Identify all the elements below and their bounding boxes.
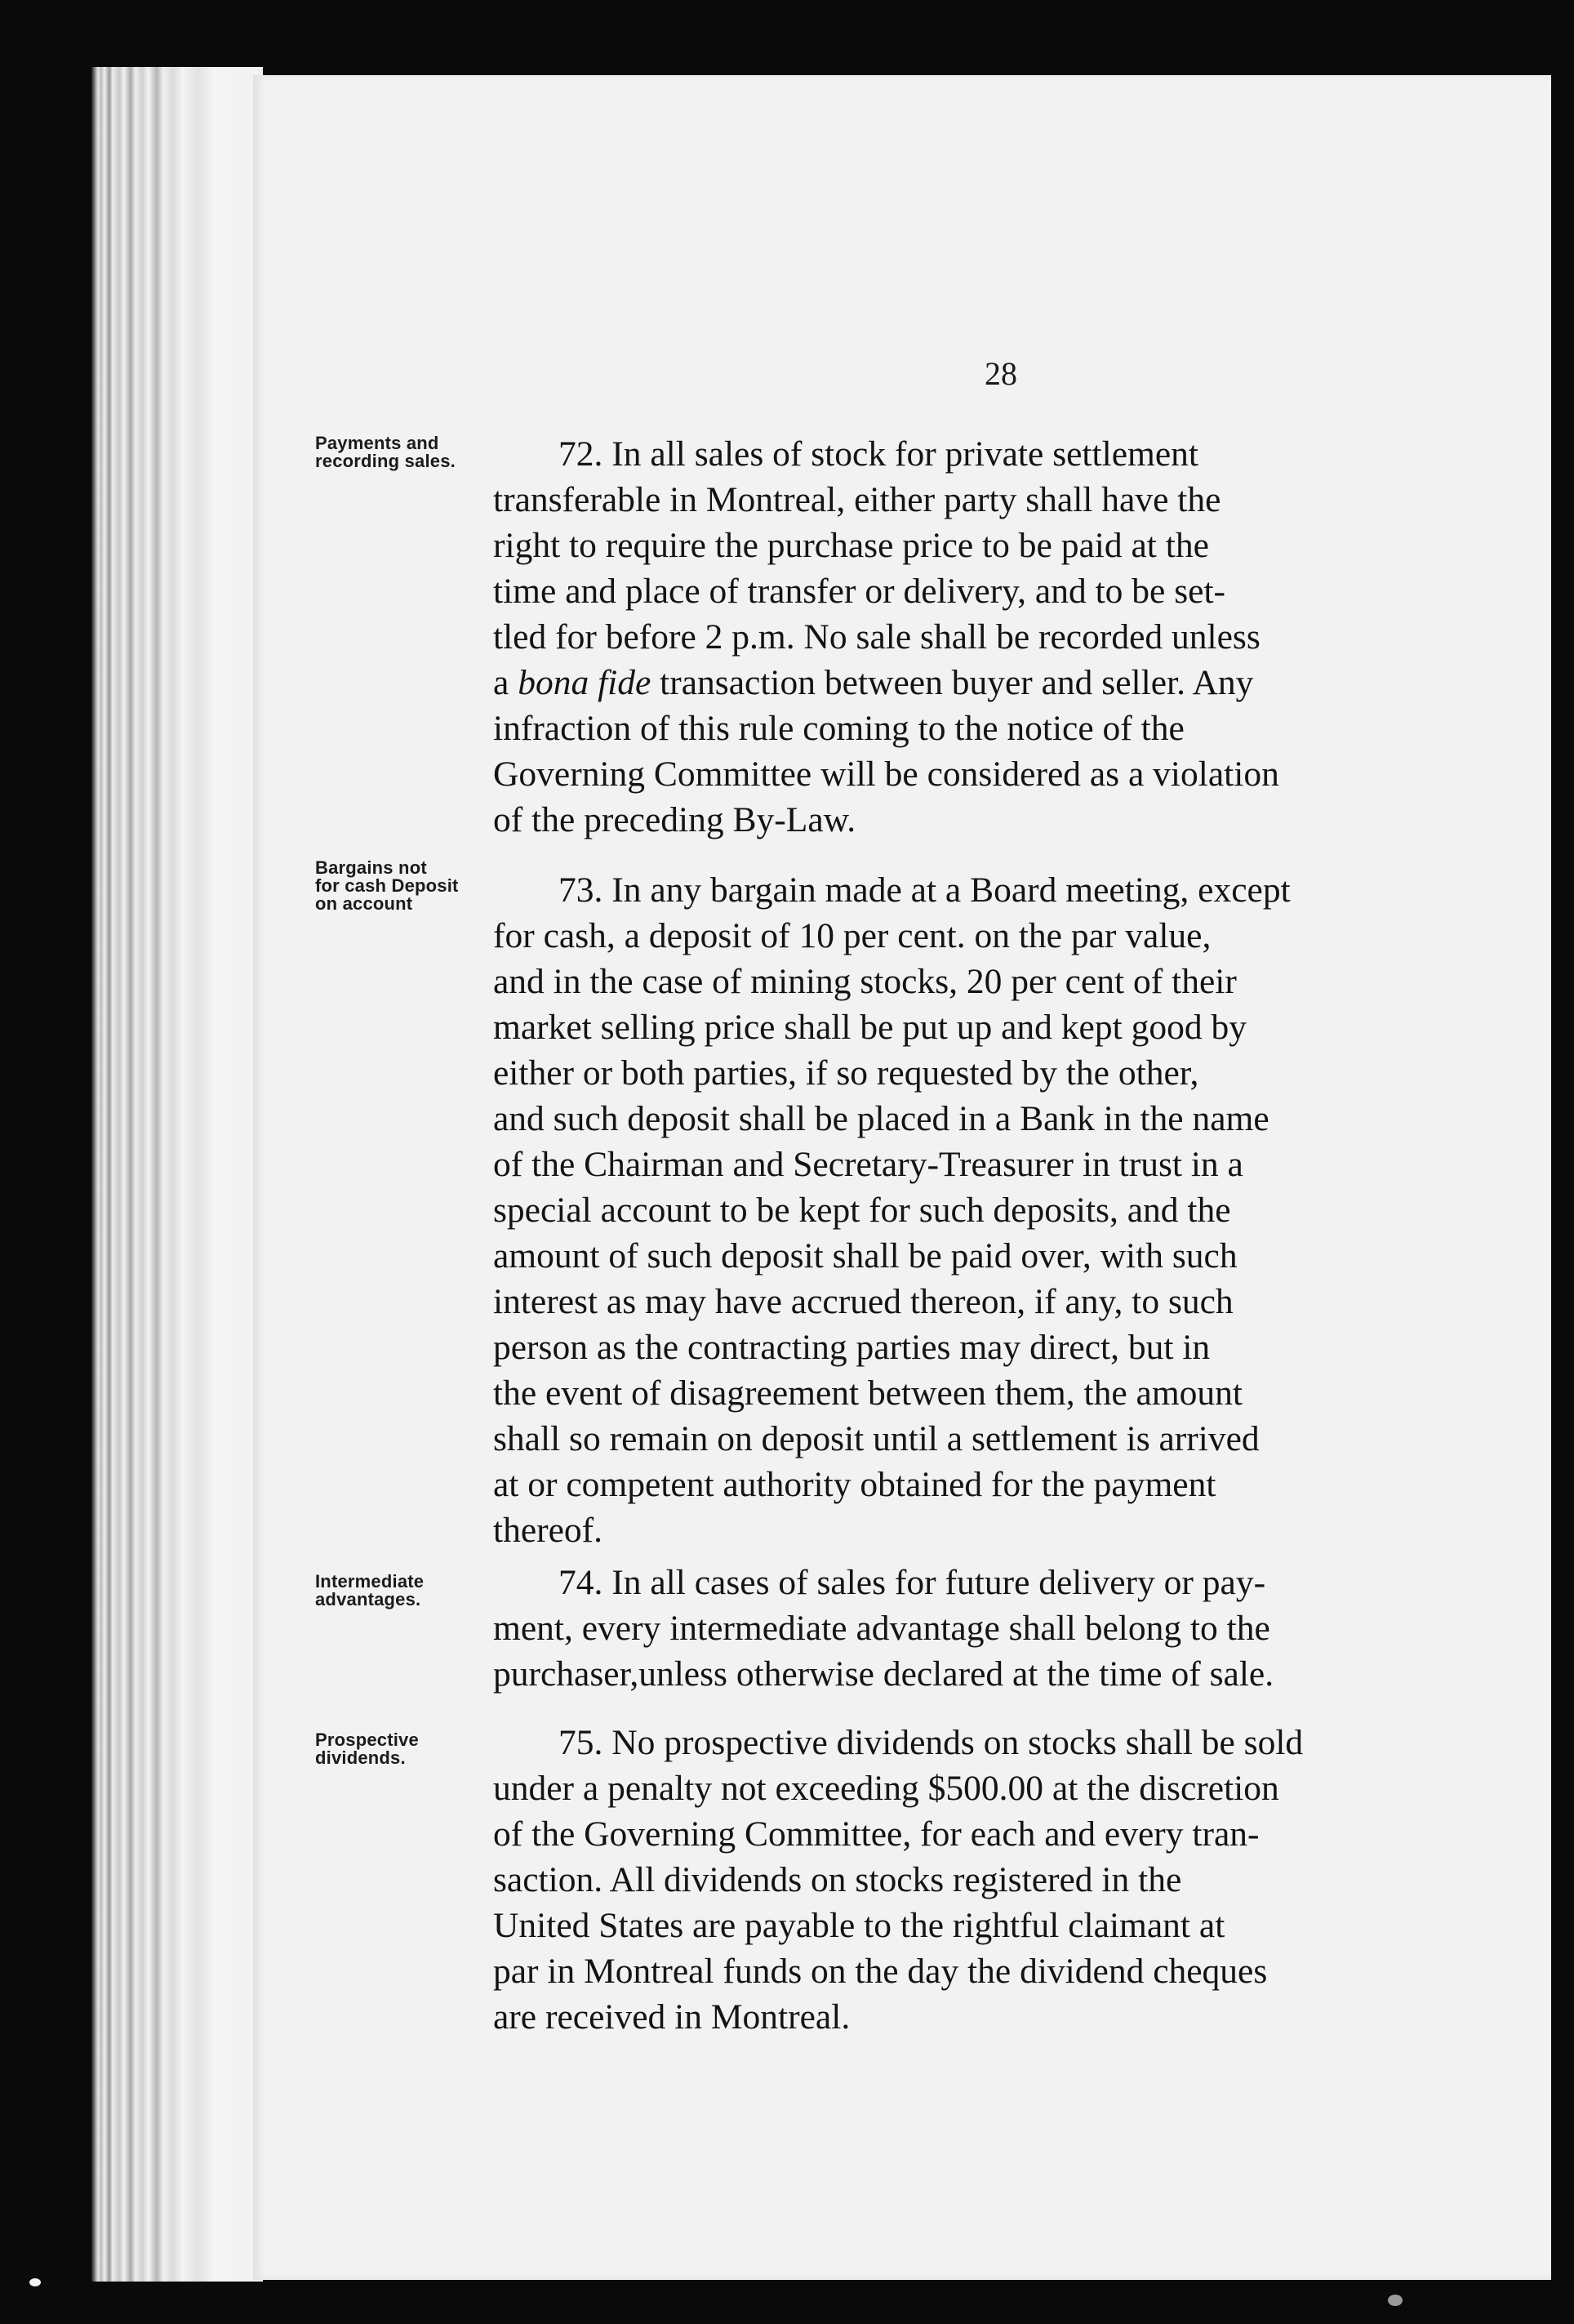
scan-speck	[1388, 2295, 1403, 2306]
page-number: 28	[985, 355, 1017, 392]
margin-note-intermediate: Intermediate advantages.	[315, 1571, 425, 1609]
paragraph-74: 74. In all cases of sales for future delivery or pay- ment, every intermediate advantage shall belong to the purchaser,unless otherwise declared at the time of sale.	[493, 1563, 1274, 1694]
section-number: 73.	[558, 870, 603, 910]
section-number: 75.	[558, 1723, 603, 1762]
paragraph-73: 73. In any bargain made at a Board meeting, except for cash, a deposit of 10 per cent. on the par value, and in the case of mining stocks, 20 per cent of their market selling price shall be put up and kept good by either or both parties, if so requested by the other, and such deposit shall be placed in a Bank in the name of the Chairman and Secretary-Treasurer in trust in a special account to be kept for such deposits, and the amount of such deposit shall be paid over, with such interest as may have accrued thereon, if any, to such person as the contracting parties may direct, but in the event of disagreement between them, the amount shall so remain on deposit until a settlement is arrived at or competent authority obtained for the payment thereof.	[493, 870, 1291, 1550]
book-page-edges	[91, 67, 263, 2282]
scan-speck	[29, 2278, 41, 2286]
section-number: 72.	[558, 434, 603, 474]
section-number: 74.	[558, 1563, 603, 1602]
margin-note-payments: Payments and recording sales.	[315, 433, 456, 471]
margin-note-prospective: Prospective dividends.	[315, 1730, 419, 1768]
margin-note-bargains: Bargains not for cash Deposit on account	[315, 857, 459, 914]
paragraph-72: 72. In all sales of stock for private settlement transferable in Montreal, either party shall have the right to require the purchase price to be paid at the time and place of transfer or delivery, and to be set- tled for before 2 p.m. No sale shall be recorded unless a bona fide transaction between buyer and seller. Any infraction of this rule coming to the notice of the Governing Committee will be considered as a violation of the preceding By-Law.	[493, 434, 1279, 839]
paragraph-75: 75. No prospective dividends on stocks shall be sold under a penalty not exceeding $500.00 at the discretion of the Governing Committee, for each and every tran- saction. All dividends on stocks registered in the United States are payable to the rightful claimant at par in Montreal funds on the day the dividend cheques are received in Montreal.	[493, 1723, 1304, 2037]
